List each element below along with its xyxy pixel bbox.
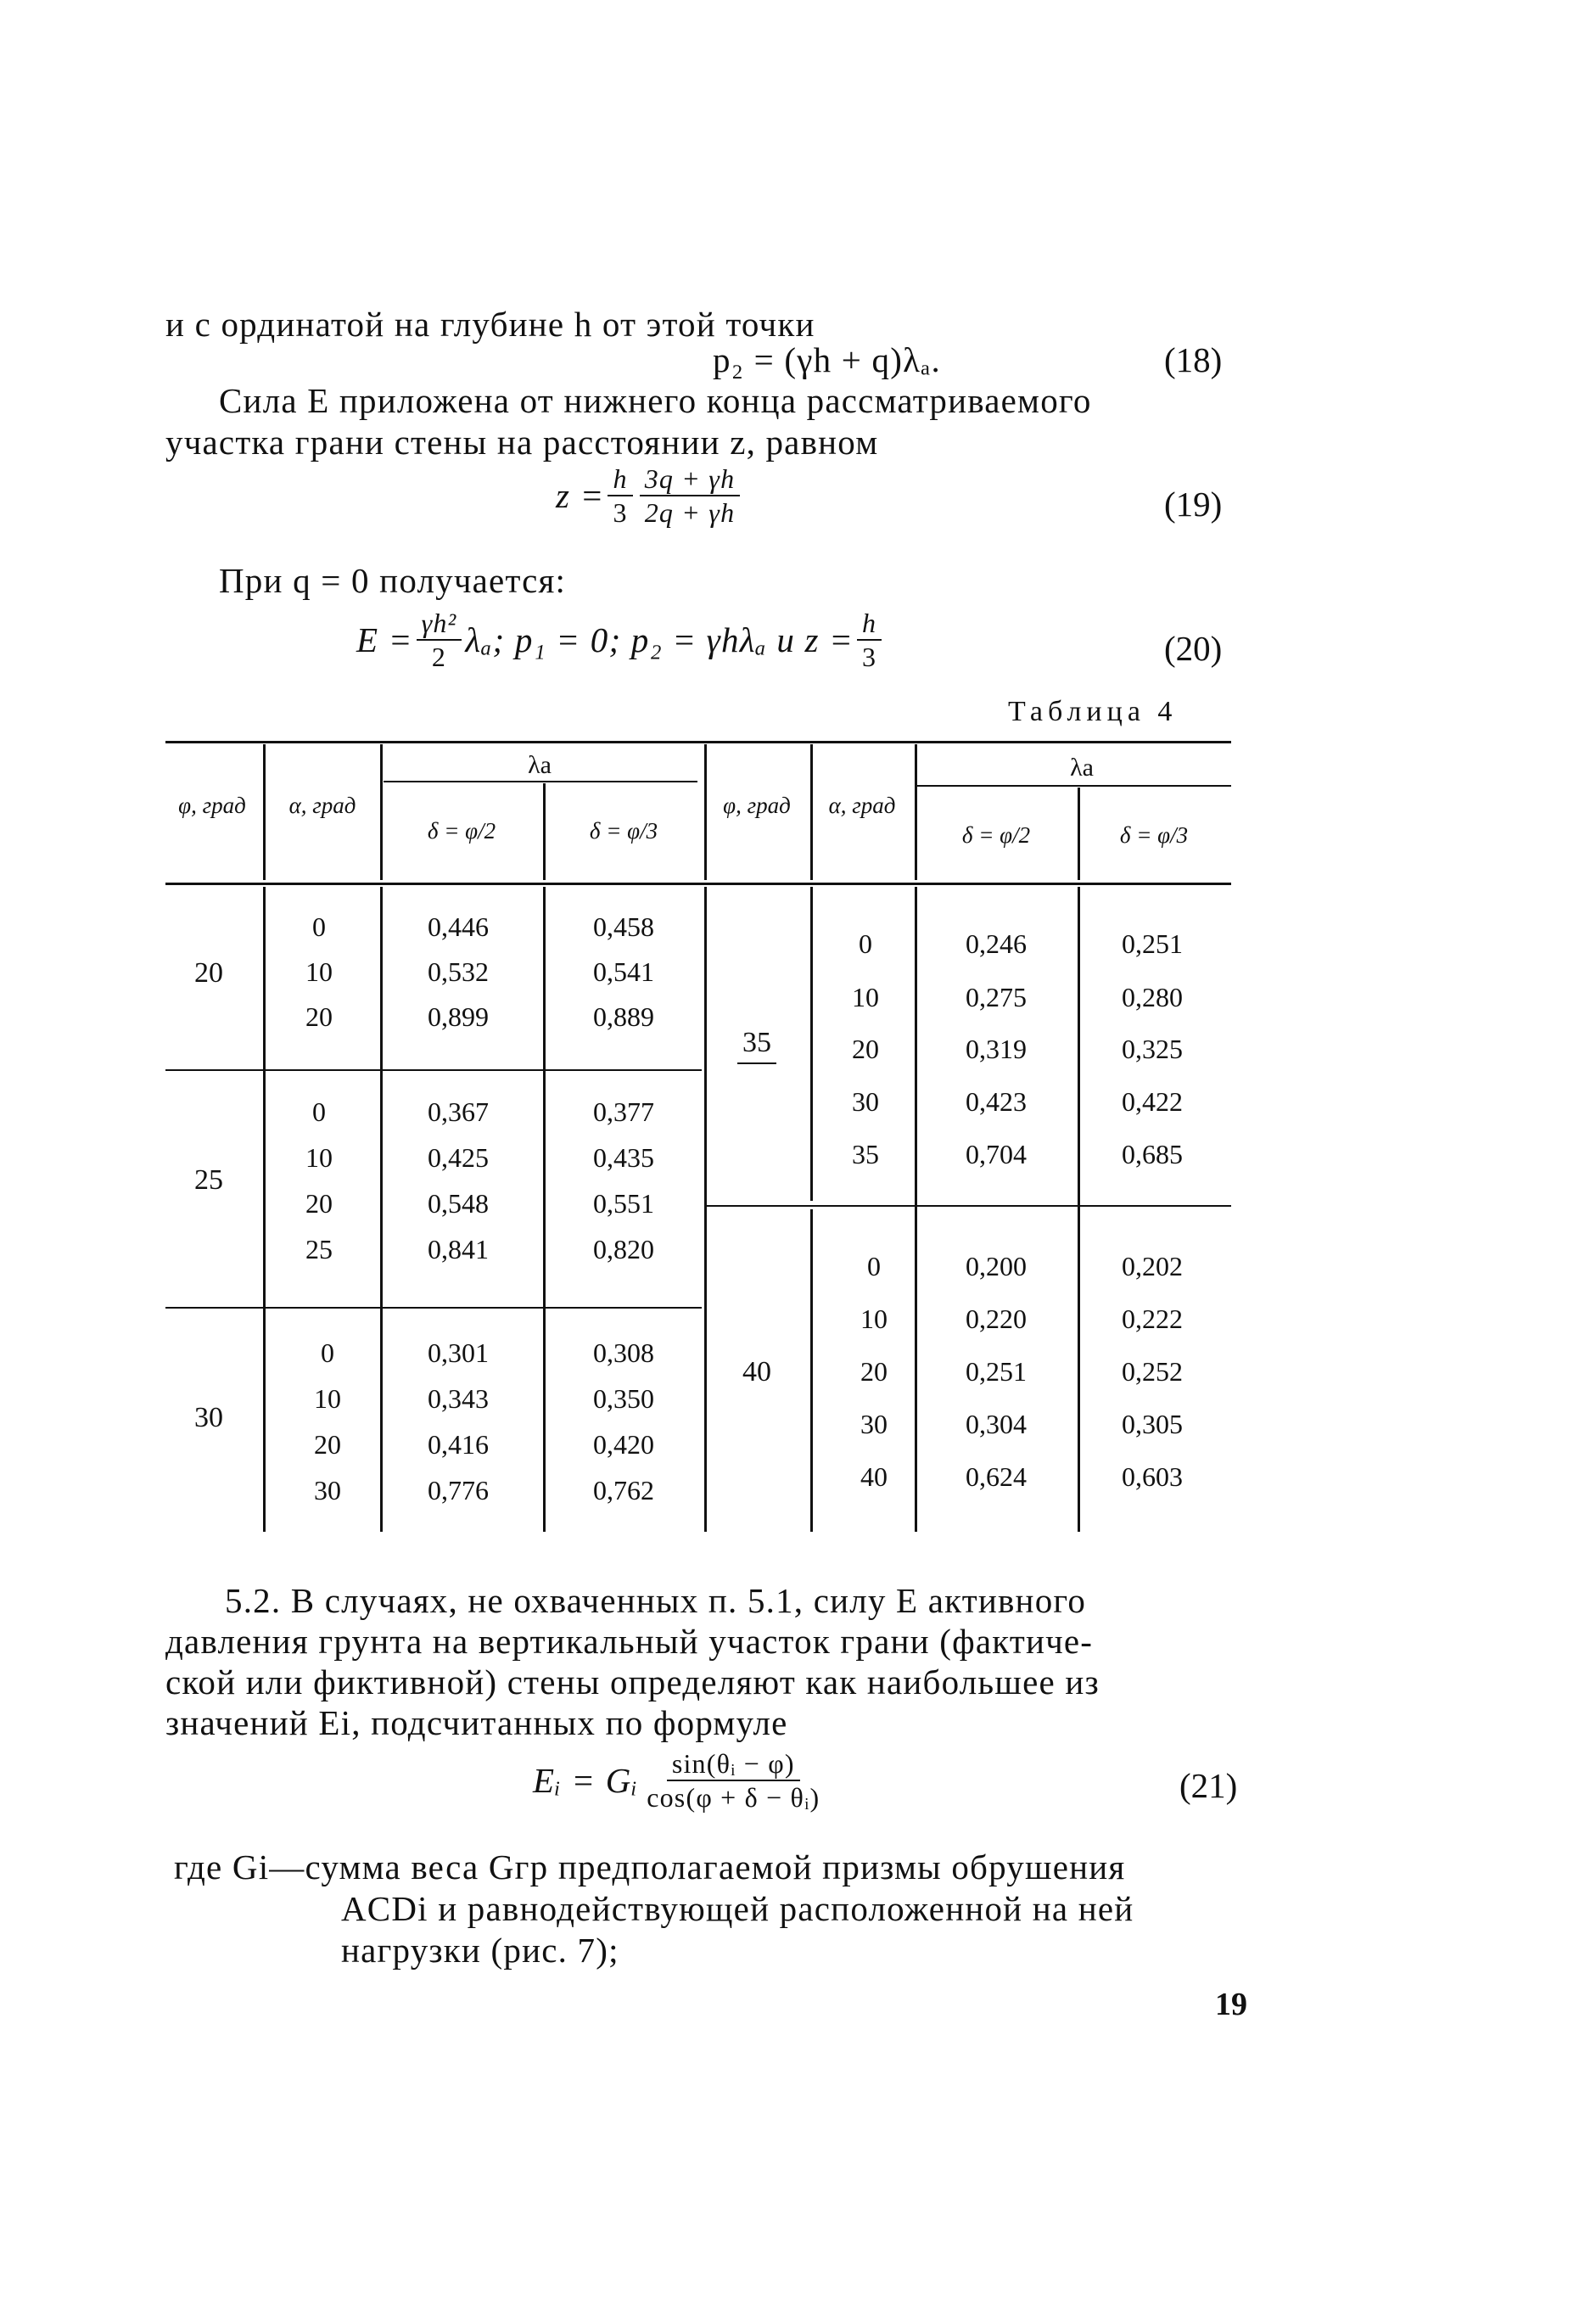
cell: 20 xyxy=(860,1356,888,1387)
eq19-f2-den: 2q + γh xyxy=(644,497,736,528)
cell: 30 xyxy=(860,1409,888,1439)
cell: 0,251 xyxy=(1122,928,1183,959)
cell: 0,220 xyxy=(966,1303,1027,1334)
cell: 0,251 xyxy=(966,1356,1027,1387)
body-line-1: и с ординатой на глубине h от этой точки xyxy=(165,305,815,344)
cell: 0,899 xyxy=(428,1001,489,1032)
cell: 0,416 xyxy=(428,1429,489,1460)
equation-18-number: (18) xyxy=(1164,340,1223,379)
body-line-11: нагрузки (рис. 7); xyxy=(341,1931,619,1970)
eq20-part-a: E = xyxy=(356,620,413,659)
group-rule-25-30 xyxy=(165,1307,702,1309)
cell: 0,446 xyxy=(428,911,489,942)
vline-h2 xyxy=(380,744,383,880)
eq20-f2-den: 3 xyxy=(861,642,877,672)
equation-19-number: (19) xyxy=(1164,485,1223,524)
body-line-3: участка грани стены на расстоянии z, равном xyxy=(165,423,879,462)
cell: 0 xyxy=(312,911,326,942)
cell: 20 xyxy=(305,1001,333,1032)
body-line-5: 5.2. В случаях, не охваченных п. 5.1, силу E активного xyxy=(225,1581,1087,1620)
eq20-f1-den: 2 xyxy=(431,642,447,672)
cell: 25 xyxy=(305,1234,333,1264)
cell: 0,841 xyxy=(428,1234,489,1264)
vline-h5 xyxy=(810,744,813,880)
table-header-rule xyxy=(165,883,1231,885)
header-alpha-left: α, град xyxy=(288,793,356,818)
equation-18: p₂ = (γh + q)λₐ. xyxy=(713,340,942,379)
cell: 20 xyxy=(852,1034,879,1064)
eq19-f1-num: h xyxy=(608,465,632,496)
cell: 0,343 xyxy=(428,1383,489,1414)
vline-b4 xyxy=(704,887,707,1532)
cell: 0,350 xyxy=(593,1383,654,1414)
eq19-f2-num: 3q + γh xyxy=(640,465,741,496)
vline-h6 xyxy=(915,744,917,880)
body-line-8: значений Ei, подсчитанных по формуле xyxy=(165,1703,788,1742)
cell: 10 xyxy=(314,1383,341,1414)
cell: 0,367 xyxy=(428,1096,489,1127)
cell: 0,685 xyxy=(1122,1139,1183,1169)
group-phi-35: 35 xyxy=(737,1027,776,1064)
lambda-rule-left xyxy=(384,781,697,782)
equation-19 xyxy=(556,465,743,526)
equation-20-number: (20) xyxy=(1164,629,1223,668)
lambda-rule-right xyxy=(916,785,1231,787)
cell: 0,603 xyxy=(1122,1461,1183,1492)
vline-b5a xyxy=(810,887,813,1201)
cell: 10 xyxy=(305,956,333,987)
cell: 0,425 xyxy=(428,1142,489,1173)
group-phi-40: 40 xyxy=(742,1356,771,1388)
cell: 0,541 xyxy=(593,956,654,987)
body-line-2: Сила E приложена от нижнего конца рассматриваемого xyxy=(219,381,1092,420)
cell: 0,305 xyxy=(1122,1409,1183,1439)
cell: 10 xyxy=(852,982,879,1012)
vline-h7 xyxy=(1078,788,1080,880)
cell: 0,222 xyxy=(1122,1303,1183,1334)
eq20-part-b: λₐ; p₁ = 0; p₂ = γhλₐ и z = xyxy=(465,620,854,659)
cell: 0,704 xyxy=(966,1139,1027,1169)
cell: 0,458 xyxy=(593,911,654,942)
cell: 0,422 xyxy=(1122,1086,1183,1117)
cell: 0,246 xyxy=(966,928,1027,959)
cell: 0 xyxy=(312,1096,326,1127)
eq20-fraction-1 xyxy=(417,609,462,670)
cell: 0,889 xyxy=(593,1001,654,1032)
equation-21 xyxy=(533,1750,828,1811)
cell: 30 xyxy=(852,1086,879,1117)
cell: 0,377 xyxy=(593,1096,654,1127)
vline-h4 xyxy=(704,744,707,880)
cell: 30 xyxy=(314,1475,341,1505)
cell: 10 xyxy=(860,1303,888,1334)
header-alpha-right: α, град xyxy=(828,793,896,818)
header-delta-third-left: δ = φ/3 xyxy=(589,818,658,844)
cell: 0,423 xyxy=(966,1086,1027,1117)
cell: 0,624 xyxy=(966,1461,1027,1492)
cell: 0,202 xyxy=(1122,1251,1183,1281)
body-line-10: ACDi и равнодействующей расположенной на ней xyxy=(341,1889,1134,1928)
vline-b6 xyxy=(915,887,917,1532)
eq20-f2-num: h xyxy=(857,609,882,641)
cell: 0,280 xyxy=(1122,982,1183,1012)
cell: 0,301 xyxy=(428,1337,489,1368)
vline-b3 xyxy=(543,887,546,1532)
table-top-rule xyxy=(165,741,1231,743)
eq20-f1-num: γh² xyxy=(417,609,462,641)
cell: 0,420 xyxy=(593,1429,654,1460)
vline-h3 xyxy=(543,783,546,880)
body-line-4: При q = 0 получается: xyxy=(219,561,567,600)
vline-b7 xyxy=(1078,887,1080,1532)
eq21-lhs: Eᵢ = Gᵢ xyxy=(533,1761,639,1800)
eq19-fraction-2 xyxy=(640,465,741,526)
header-delta-half-right: δ = φ/2 xyxy=(961,822,1031,848)
header-lambda-left: λa xyxy=(528,751,552,779)
cell: 0,551 xyxy=(593,1188,654,1219)
group-phi-20: 20 xyxy=(194,957,223,989)
cell: 0,548 xyxy=(428,1188,489,1219)
header-lambda-right: λa xyxy=(1070,754,1094,782)
body-line-7: ской или фиктивной) стены определяют как наибольшее из xyxy=(165,1662,1100,1702)
vline-h1 xyxy=(263,744,266,880)
cell: 0,304 xyxy=(966,1409,1027,1439)
cell: 0,252 xyxy=(1122,1356,1183,1387)
eq19-fraction-1 xyxy=(608,465,632,526)
cell: 0,776 xyxy=(428,1475,489,1505)
cell: 0,325 xyxy=(1122,1034,1183,1064)
cell: 0 xyxy=(321,1337,334,1368)
group-rule-35-40 xyxy=(706,1205,1231,1207)
eq20-fraction-2 xyxy=(857,609,882,670)
eq19-lhs: z = xyxy=(556,476,605,515)
cell: 20 xyxy=(305,1188,333,1219)
cell: 0 xyxy=(859,928,872,959)
group-rule-20-25 xyxy=(165,1069,702,1071)
cell: 35 xyxy=(852,1139,879,1169)
cell: 40 xyxy=(860,1461,888,1492)
cell: 0,532 xyxy=(428,956,489,987)
page-number: 19 xyxy=(1215,1987,1247,2022)
cell: 0,762 xyxy=(593,1475,654,1505)
eq21-den: cos(φ + δ − θᵢ) xyxy=(647,1782,820,1813)
cell: 20 xyxy=(314,1429,341,1460)
cell: 0,820 xyxy=(593,1234,654,1264)
body-line-6: давления грунта на вертикальный участок грани (фактиче- xyxy=(165,1622,1094,1661)
eq21-fraction xyxy=(641,1750,825,1811)
cell: 0,275 xyxy=(966,982,1027,1012)
cell: 0,319 xyxy=(966,1034,1027,1064)
equation-21-number: (21) xyxy=(1179,1766,1238,1805)
cell: 0 xyxy=(867,1251,881,1281)
group-phi-30: 30 xyxy=(194,1402,223,1433)
cell: 0,200 xyxy=(966,1251,1027,1281)
eq21-num: sin(θᵢ − φ) xyxy=(667,1750,800,1781)
cell: 10 xyxy=(305,1142,333,1173)
eq19-f1-den: 3 xyxy=(613,497,628,528)
header-delta-third-right: δ = φ/3 xyxy=(1119,822,1189,848)
header-phi-right: φ, град xyxy=(723,793,791,818)
vline-b1 xyxy=(263,887,266,1532)
vline-b5b xyxy=(810,1209,813,1532)
header-phi-left: φ, град xyxy=(178,793,246,818)
cell: 0,308 xyxy=(593,1337,654,1368)
header-delta-half-left: δ = φ/2 xyxy=(427,818,496,844)
cell: 0,435 xyxy=(593,1142,654,1173)
body-line-9: где Gi—сумма веса Gгр предполагаемой призмы обрушения xyxy=(174,1847,1126,1887)
vline-b2 xyxy=(380,887,383,1532)
equation-20 xyxy=(356,609,885,670)
group-phi-25: 25 xyxy=(194,1164,223,1196)
table-caption: Таблица 4 xyxy=(1008,696,1178,727)
